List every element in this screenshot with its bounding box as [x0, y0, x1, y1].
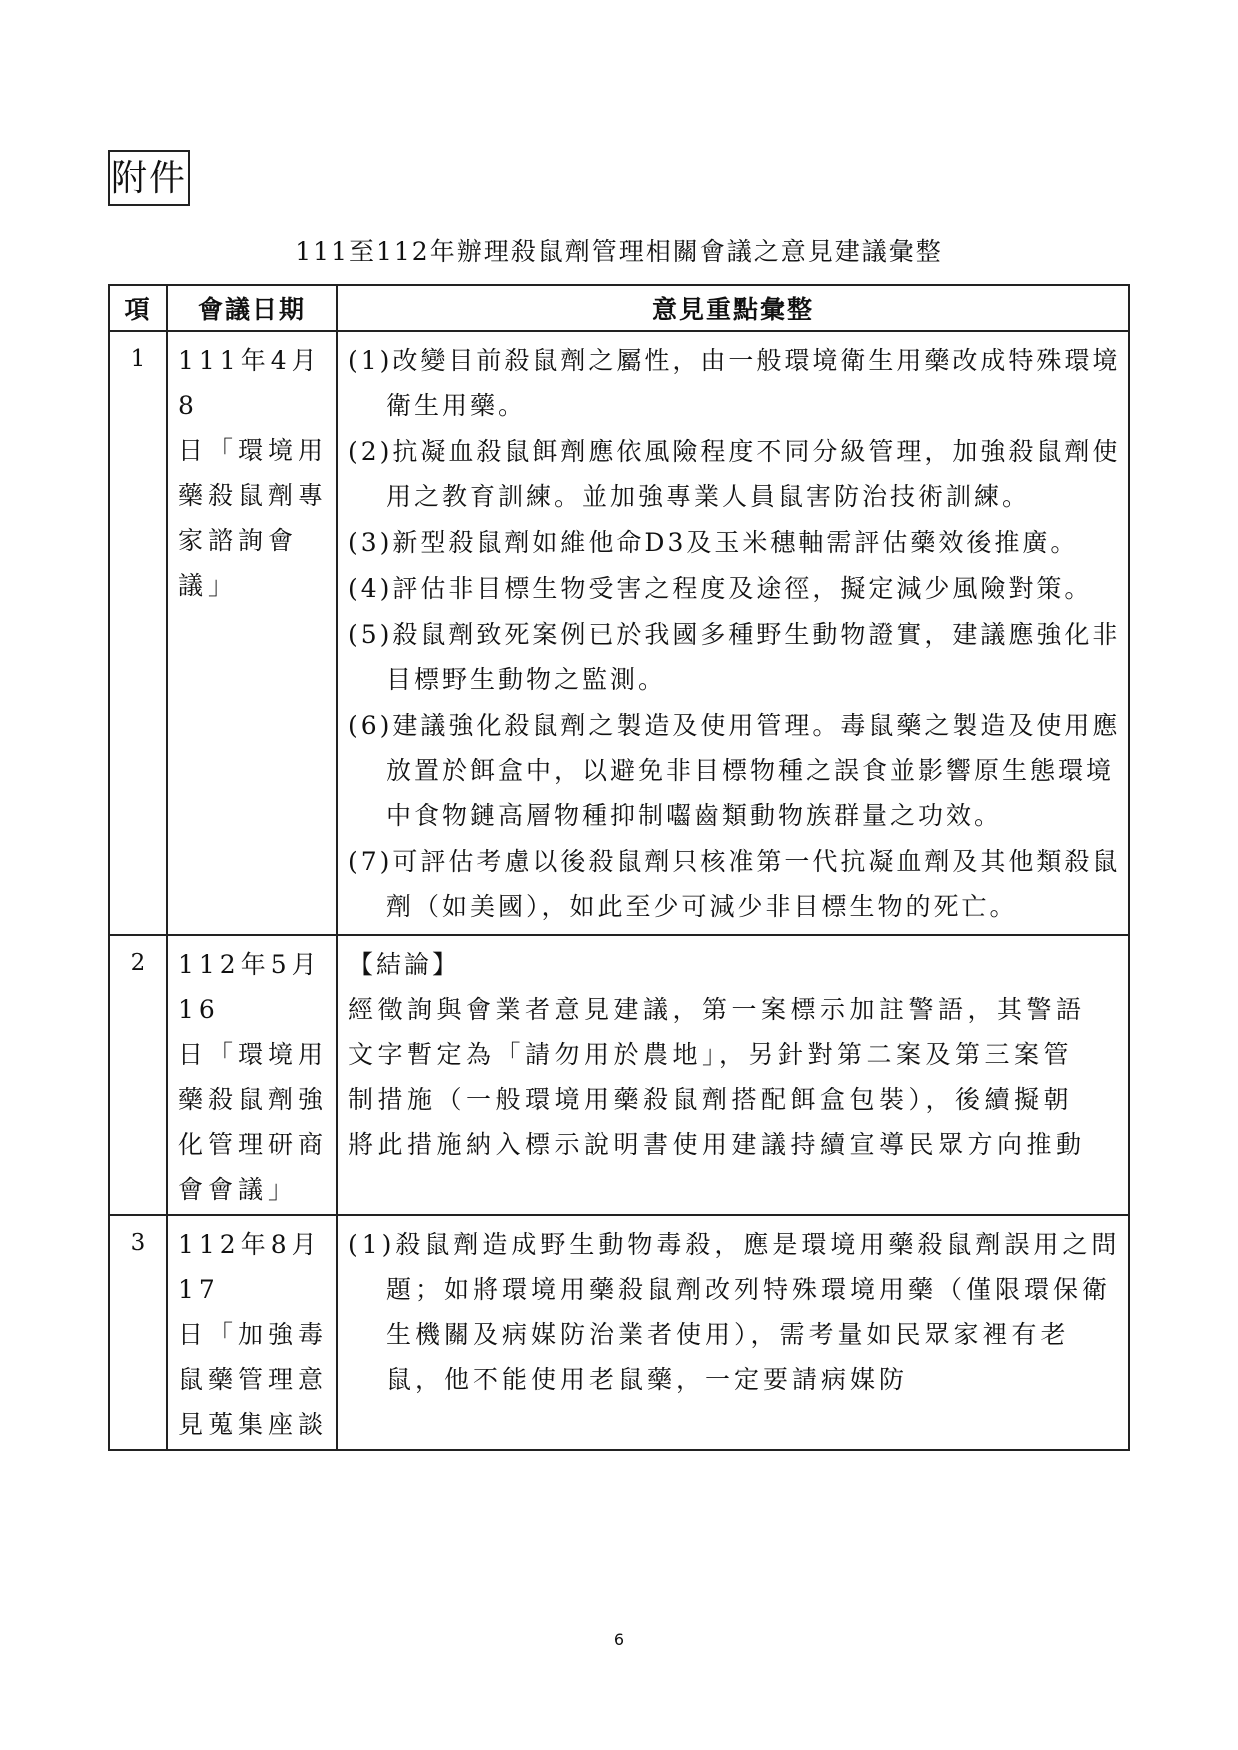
date-line: 112年5月16 — [178, 950, 322, 1024]
opinion-item: (1)殺鼠劑造成野生動物毒殺，應是環境用藥殺鼠劑誤用之問題；如將環境用藥殺鼠劑改列特殊環境用藥（僅限環保衛生機關及病媒防治業者使用），需考量如民眾家裡有老鼠，他不能使用老鼠藥，一定要請病媒防 — [348, 1230, 1121, 1394]
opinion-item: (1)改變目前殺鼠劑之屬性，由一般環境衛生用藥改成特殊環境衛生用藥。 — [348, 346, 1121, 420]
opinion-item: (5)殺鼠劑致死案例已於我國多種野生動物證實，建議應強化非目標野生動物之監測。 — [348, 620, 1121, 694]
date-line: 112年8月17 — [178, 1230, 322, 1304]
date-line: 日「環境用 — [178, 1040, 329, 1069]
date-line: 藥殺鼠劑強 — [178, 1085, 329, 1114]
date-line: 議」 — [178, 571, 239, 600]
date-line: 鼠藥管理意 — [178, 1365, 329, 1394]
date-line: 日「加強毒 — [178, 1320, 329, 1349]
opinion-item: (3)新型殺鼠劑如維他命D3及玉米穗軸需評估藥效後推廣。 — [348, 528, 1079, 557]
opinion-item: (7)可評估考慮以後殺鼠劑只核准第一代抗凝血劑及其他類殺鼠劑（如美國），如此至少可減少非目標生物的死亡。 — [348, 847, 1121, 921]
conclusion-line: 文字暫定為「請勿用於農地」，另針對第二案及第三案管 — [348, 1040, 1074, 1069]
date-line: 見蒐集座談 — [178, 1410, 329, 1439]
header-date: 會議日期 — [167, 285, 337, 331]
document-title: 111至112年辦理殺鼠劑管理相關會議之意見建議彙整 — [295, 237, 943, 266]
opinion-item: (6)建議強化殺鼠劑之製造及使用管理。毒鼠藥之製造及使用應放置於餌盒中，以避免非目標物種之誤食並影響原生態環境中食物鏈高層物種抑制囓齒類動物族群量之功效。 — [348, 711, 1121, 830]
conclusion-line: 經徵詢與會業者意見建議，第一案標示加註警語，其警語 — [348, 995, 1086, 1024]
conclusion-text — [348, 987, 1122, 1167]
conclusion-line: 制措施（一般環境用藥殺鼠劑搭配餌盒包裝），後續擬朝 — [348, 1085, 1074, 1114]
conclusion-heading: 【結論】 — [348, 950, 461, 979]
date-line: 會會議」 — [178, 1175, 299, 1204]
date-line: 家諮詢會 — [178, 526, 299, 555]
date-line: 化管理研商 — [178, 1130, 329, 1159]
header-no: 項 — [109, 285, 167, 331]
row-number: 2 — [109, 935, 167, 1215]
table-row — [109, 331, 1129, 935]
opinion-item: (4)評估非目標生物受害之程度及途徑，擬定減少風險對策。 — [348, 574, 1093, 603]
opinion-summary — [337, 935, 1129, 1215]
meeting-date — [167, 331, 337, 935]
opinion-table — [108, 284, 1130, 1451]
opinion-summary — [337, 331, 1129, 935]
table-row — [109, 1215, 1129, 1450]
table-row — [109, 935, 1129, 1215]
opinion-summary — [337, 1215, 1129, 1450]
header-opinion: 意見重點彙整 — [337, 285, 1129, 331]
page-number: 6 — [613, 1630, 625, 1649]
row-number: 3 — [109, 1215, 167, 1450]
meeting-date — [167, 1215, 337, 1450]
opinion-item: (2)抗凝血殺鼠餌劑應依風險程度不同分級管理，加強殺鼠劑使用之教育訓練。並加強專業人員鼠害防治技術訓練。 — [348, 437, 1121, 511]
conclusion-line: 將此措施納入標示說明書使用建議持續宣導民眾方向推動 — [348, 1130, 1086, 1159]
date-line: 111年4月8 — [178, 346, 322, 420]
meeting-date — [167, 935, 337, 1215]
table-header-row — [109, 285, 1129, 331]
date-line: 藥殺鼠劑專 — [178, 481, 329, 510]
attachment-label: 附件 — [108, 150, 190, 206]
date-line: 日「環境用 — [178, 436, 329, 465]
row-number: 1 — [109, 331, 167, 935]
